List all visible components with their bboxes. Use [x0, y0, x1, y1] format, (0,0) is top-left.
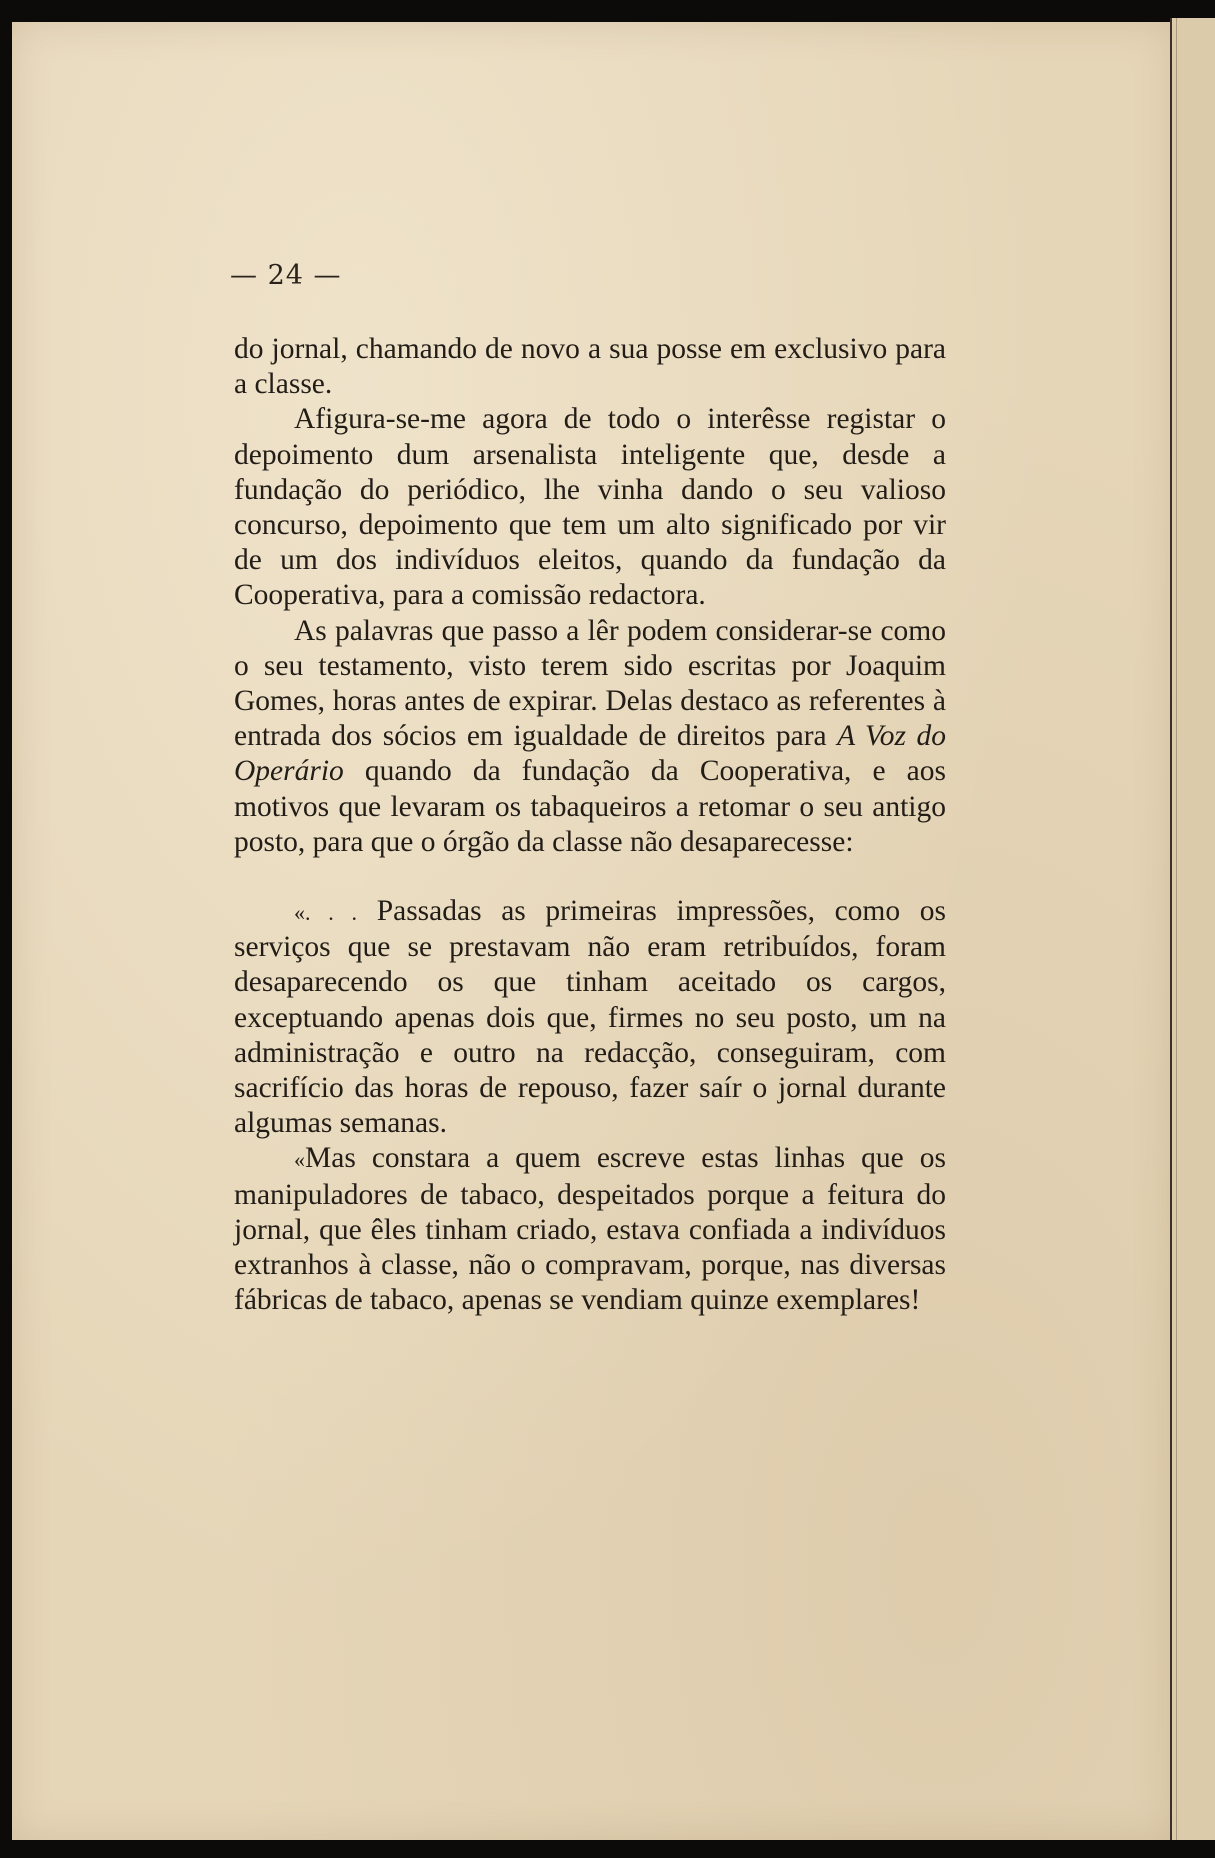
quote-mark-ellipsis: «. . . — [294, 900, 358, 926]
page-edge-line — [1176, 18, 1177, 1840]
quote-paragraph-1 — [234, 894, 946, 1141]
page-number: — 24 — — [230, 260, 342, 291]
adjacent-page-edge — [1170, 18, 1215, 1840]
quote-mark: « — [294, 1147, 305, 1173]
section-spacer — [234, 860, 946, 894]
publication-title: A Voz do Operário — [234, 720, 946, 788]
paragraph-testament-text-b: quando da fundação da Cooperativa, e aos motivos que levaram os tabaqueiros a retomar o seu antigo posto, para que o órgão da classe não desaparecesse: — [234, 755, 946, 858]
paragraph-continuation: do jornal, chamando de novo a sua posse em exclusivo para a classe. — [234, 333, 946, 401]
paragraph-deposition-intro: Afigura-se-me agora de todo o interêsse registar o depoimento dum arsenalista inteligente que, desde a fundação do periódico, lhe vinha dando o seu valioso concurso, depoimento que tem um alto significado por vir de um dos indivíduos eleitos, quando da fundação da Cooperativa, para a comissão redactora. — [234, 403, 946, 612]
quote-paragraph-2-text: Mas constara a quem escreve estas linhas que os manipuladores de tabaco, despeitados porque a feitura do jornal, que êles tinham criado, estava confiada a indivíduos extranhos à classe, não o compravam, porque, nas diversas fábricas de tabaco, apenas se vendiam quinze exemplares! — [234, 1142, 946, 1317]
quote-paragraph-2 — [234, 1141, 946, 1318]
paragraph-testament-text-a: As palavras que passo a lêr podem considerar-se como o seu testamento, visto terem sido escritas por Joaquim Gomes, horas antes de expirar. Delas destaco as referentes à entrada dos sócios em igualdade de direitos para — [234, 614, 946, 753]
book-page — [12, 22, 1172, 1840]
quote-paragraph-1-text: Passadas as primeiras impressões, como os serviços que se prestavam não eram retribuídos, foram desaparecendo os que tinham aceitado os cargos, exceptuando apenas dois que, firmes no seu posto, um na administração e outro na redacção, conseguiram, com sacrifício das horas de repouso, fazer saír o jornal durante algumas semanas. — [234, 895, 947, 1140]
body-text — [234, 332, 946, 1318]
paragraph-testament — [234, 614, 946, 860]
